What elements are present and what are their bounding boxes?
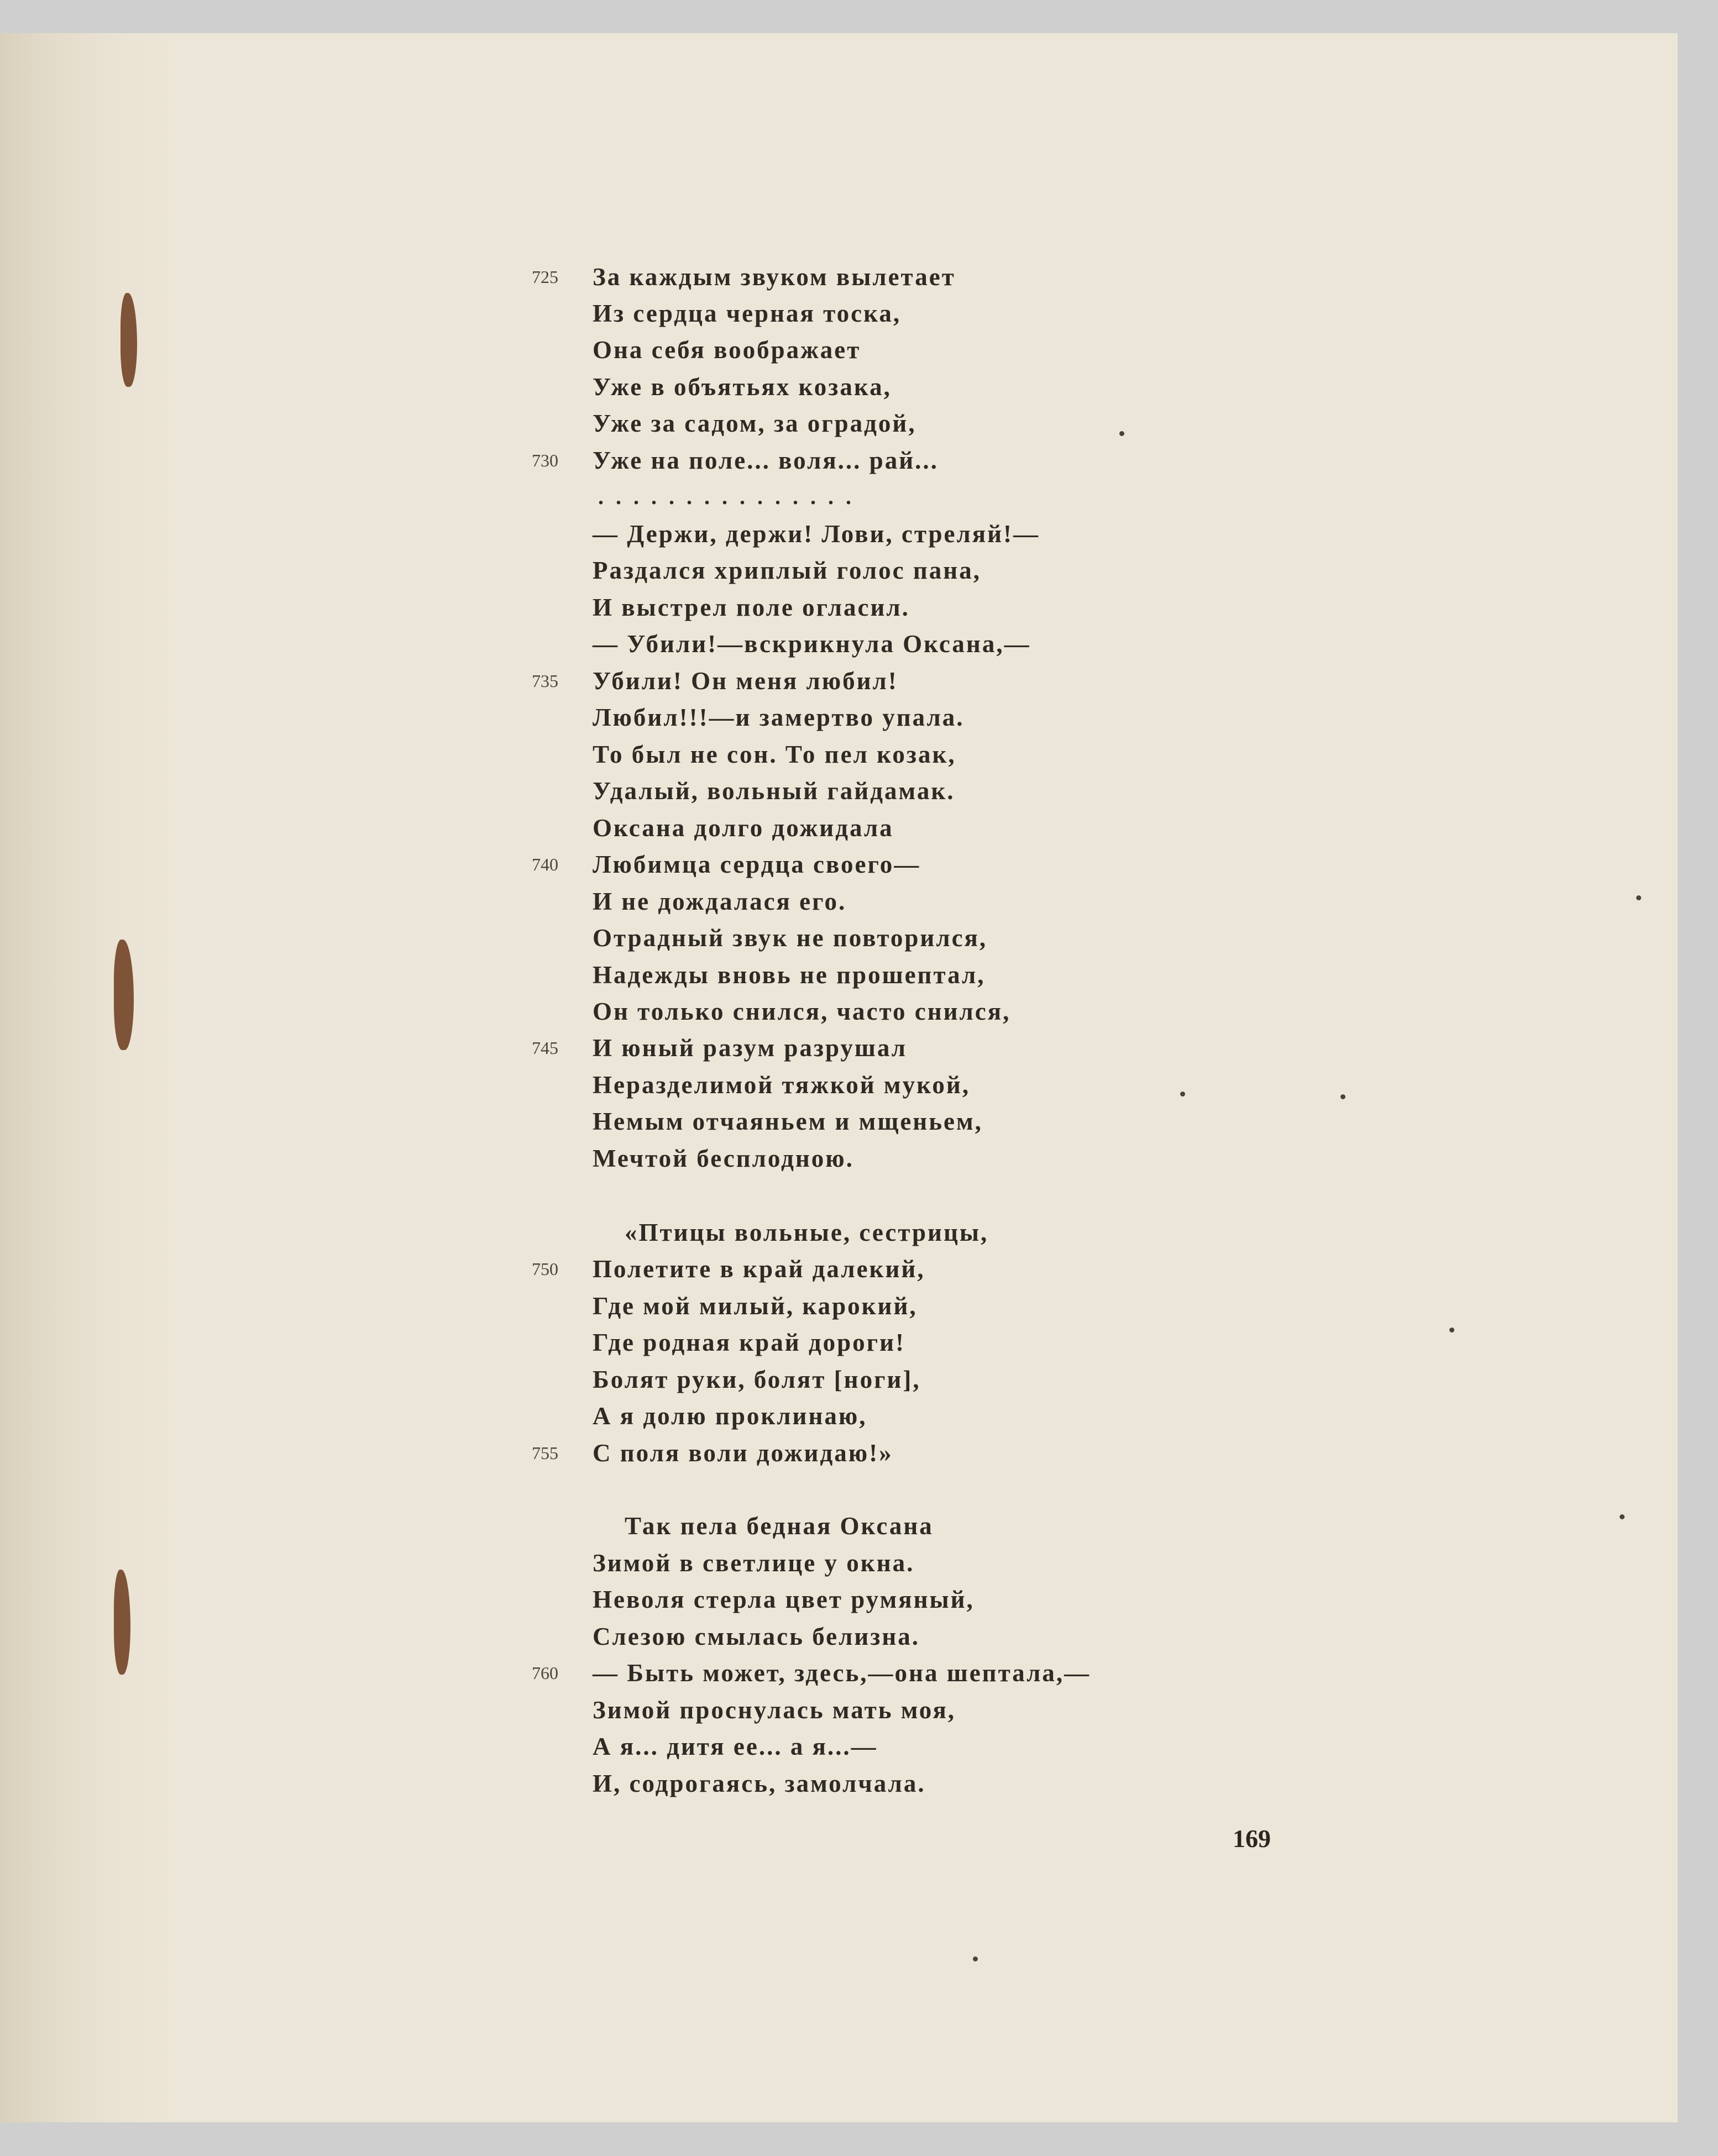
page-gutter (0, 33, 182, 2122)
poem-line: Так пела бедная Оксана (625, 1512, 934, 1540)
poem-line: И выстрел поле огласил. (593, 594, 910, 621)
poem-line: И, содрогаясь, замолчала. (593, 1770, 926, 1797)
poem-line: Он только снился, часто снился, (593, 998, 1011, 1025)
poem-line: То был не сон. То пел козак, (593, 741, 956, 768)
poem-line: Неразделимой тяжкой мукой, (593, 1071, 971, 1099)
poem-line: Уже за садом, за оградой, (593, 410, 916, 437)
paper-speck (1340, 1094, 1345, 1099)
poem-line: А я... дитя ее... а я...— (593, 1733, 878, 1760)
poem-line: Немым отчаяньем и мщеньем, (593, 1108, 983, 1135)
poem-line: За каждым звуком вылетает (593, 263, 956, 291)
poem-line: Отрадный звук не повторился, (593, 924, 988, 952)
poem-line: Оксана долго дожидала (593, 814, 894, 842)
poem-line: Зимой в светлице у окна. (593, 1549, 915, 1577)
poem-line: Любил!!!—и замертво упала. (593, 704, 965, 731)
line-number: 745 (532, 1038, 558, 1058)
poem-line: Она себя воображает (593, 336, 861, 364)
poem-line: С поля воли дожидаю!» (593, 1439, 893, 1467)
paper-speck (973, 1956, 978, 1961)
poem-line: Надежды вновь не прошептал, (593, 961, 986, 989)
poem-line: Полетите в край далекий, (593, 1255, 925, 1283)
paper-speck (1119, 431, 1124, 436)
line-number: 725 (532, 267, 558, 287)
ellipsis-row: ............... (598, 484, 863, 509)
poem-line: Зимой проснулась мать моя, (593, 1696, 956, 1724)
poem-line: Любимца сердца своего— (593, 851, 921, 878)
poem-line: Слезою смылась белизна. (593, 1623, 920, 1650)
poem-line: — Быть может, здесь,—она шептала,— (593, 1659, 1091, 1687)
paper-speck (1449, 1328, 1454, 1333)
book-page (0, 33, 1678, 2122)
page-number: 169 (1233, 1824, 1271, 1853)
line-number: 760 (532, 1663, 558, 1683)
poem-line: Удалый, вольный гайдамак. (593, 777, 955, 805)
poem-line: Неволя стерла цвет румяный, (593, 1586, 975, 1613)
paper-speck (1636, 895, 1641, 900)
poem-line: Из сердца черная тоска, (593, 300, 902, 327)
poem-line: Мечтой бесплодною. (593, 1145, 854, 1172)
paper-speck (1620, 1514, 1625, 1519)
poem-line: И юный разум разрушал (593, 1034, 908, 1062)
line-number: 740 (532, 854, 558, 874)
line-number: 735 (532, 671, 558, 691)
poem-line: — Убили!—вскрикнула Оксана,— (593, 630, 1031, 658)
poem-line: И не дождалася его. (593, 888, 847, 915)
poem-line: — Держи, держи! Лови, стреляй!— (593, 520, 1040, 548)
poem-line: А я долю проклинаю, (593, 1402, 867, 1430)
line-number: 730 (532, 450, 558, 470)
poem-line: Убили! Он меня любил! (593, 667, 898, 695)
poem-line: Где мой милый, карокий, (593, 1292, 918, 1320)
poem-line: Раздался хриплый голос пана, (593, 557, 981, 584)
poem-line: Болят руки, болят [ноги], (593, 1366, 921, 1393)
line-number: 755 (532, 1443, 558, 1463)
poem-line: Уже на поле... воля... рай... (593, 447, 939, 474)
poem-line: «Птицы вольные, сестрицы, (625, 1219, 989, 1246)
paper-speck (1180, 1092, 1185, 1097)
poem-line: Где родная край дороги! (593, 1329, 906, 1356)
poem-line: Уже в объятьях козака, (593, 373, 892, 401)
line-number: 750 (532, 1259, 558, 1279)
